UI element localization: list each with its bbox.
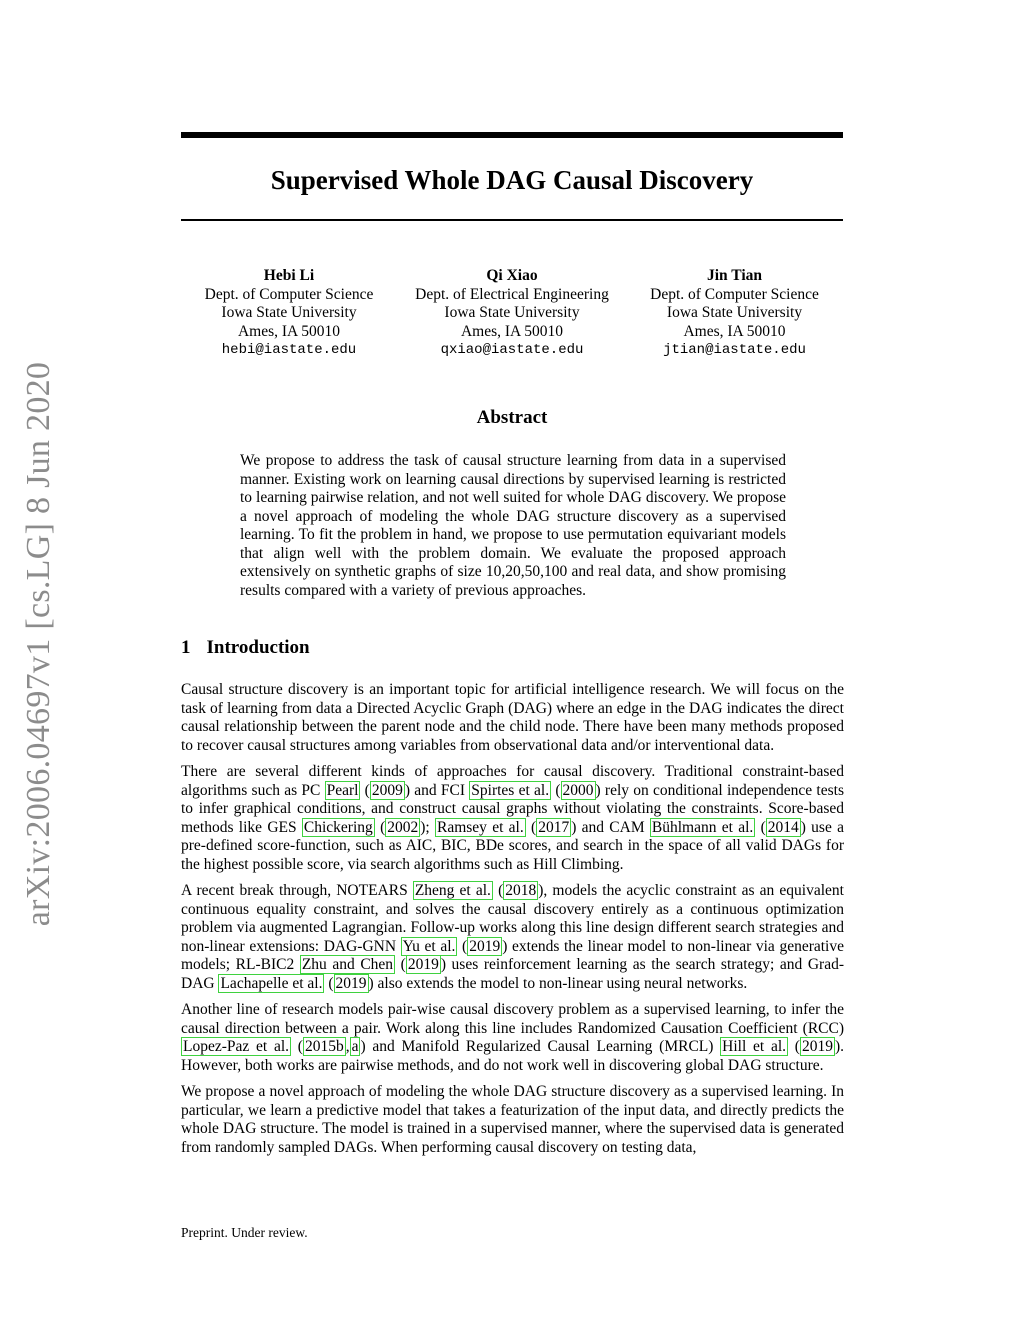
citation-link[interactable]: 2015b: [304, 1038, 344, 1055]
citation-link[interactable]: Spirtes et al.: [471, 781, 550, 799]
arxiv-identifier-stamp: arXiv:2006.04697v1 [cs.LG] 8 Jun 2020: [20, 361, 57, 927]
citation-link[interactable]: 2002: [387, 818, 419, 836]
citation-link[interactable]: 2019: [407, 956, 439, 973]
citation-link[interactable]: Yu et al.: [402, 937, 456, 955]
section-heading: [181, 636, 310, 660]
author-university: Iowa State University: [444, 304, 580, 321]
paragraph: There are several different kinds of approaches for causal discovery. Traditional constraint-based algorithms such as PC Pearl ( 2009 ) and FCI Spirtes et al. ( 2000 ) rely on conditional independence tests to infer graphical conditions, and construct causal graphs without violating the constraints. Score-based methods like GES Chickering ( 2002 ); Ramsey et al. ( 2017 ) and CAM Bühlmann et al. ( 2014 ) use a pre-defined score-function, such as AIC, BIC, BDe scores, and search in the space of all valid DAGs for the highest possible score, via search algorithms such as Hill Climbing.: [181, 763, 844, 873]
author-block: [633, 267, 836, 360]
abstract-heading: Abstract: [476, 407, 548, 428]
citation-link[interactable]: 2017: [538, 818, 570, 836]
paragraph: Causal structure discovery is an important topic for artificial intelligence research. We will focus on the task of learning from data a Directed Acyclic Graph (DAG) where an edge in the DAG indicates the direct causal relationship between the parent node and the child node. There have been many methods proposed to recover causal structures among variables from observational data and/or interventional data.: [181, 681, 844, 754]
paragraph: Another line of research models pair-wise causal discovery problem as a supervised learning, to infer the causal direction between a pair. Work along this line includes Randomized Causation Coefficient (RCC) Lopez-Paz et al. ( 2015b , a ) and Manifold Regularized Causal Learning (MRCL) Hill et al. ( 2019 ). However, both works are pairwise methods, and do not work well in discovering global DAG structure.: [181, 1001, 844, 1074]
citation-link[interactable]: 2018: [505, 882, 537, 899]
title-top-rule: [181, 132, 843, 138]
author-email: hebi@iastate.edu: [221, 342, 357, 358]
citation-link[interactable]: Hill et al.: [722, 1038, 787, 1055]
author-location: Ames, IA 50010: [237, 322, 341, 340]
paragraph: We propose a novel approach of modeling the whole DAG structure discovery as a supervised learning. In particular, we learn a predictive model that takes a featurization of the input data, and directly predicts the whole DAG structure. The model is trained in a supervised manner, where the supervised data is generated from randomly sampled DAGs. When performing causal discovery on testing data,: [181, 1083, 844, 1156]
citation-link[interactable]: Lachapelle et al.: [220, 974, 323, 992]
author-location: Ames, IA 50010: [460, 322, 564, 340]
citation-link[interactable]: Pearl: [326, 781, 359, 799]
author-university: Iowa State University: [221, 304, 357, 321]
citation-link[interactable]: Bühlmann et al.: [651, 818, 754, 836]
author-location: Ames, IA 50010: [683, 322, 786, 340]
citation-link[interactable]: Ramsey et al.: [436, 818, 524, 836]
author-dept: Dept. of Electrical Engineering: [415, 285, 609, 303]
citation-link[interactable]: 2014: [767, 818, 799, 836]
author-block: [401, 267, 623, 360]
citation-link[interactable]: Lopez-Paz et al.: [183, 1038, 290, 1055]
author-block: [189, 267, 389, 360]
introduction-body: [181, 681, 844, 1165]
author-university: Iowa State University: [666, 304, 803, 321]
title-bottom-rule: [181, 219, 843, 221]
author-name: Hebi Li: [263, 267, 315, 284]
citation-link[interactable]: Chickering: [303, 818, 373, 836]
citation-link[interactable]: 2009: [371, 781, 403, 799]
citation-link[interactable]: Zheng et al.: [414, 882, 491, 899]
section-title: Introduction: [206, 637, 310, 658]
abstract-body: We propose to address the task of causal structure learning from data in a supervised manner. Existing work on learning causal directions by supervised learning is restricted to learning pairwise relation, and not well suited for whole DAG discovery. We propose a novel approach of modeling the whole DAG structure discovery as a supervised learning. To fit the problem in hand, we propose to use permutation equivariant models that align well with the problem domain. We evaluate the proposed approach extensively on synthetic graphs of size 10,20,50,100 and real data, and show promising results compared with a variety of previous approaches.: [240, 452, 786, 599]
citation-link[interactable]: a: [351, 1038, 359, 1055]
author-name: Qi Xiao: [486, 267, 538, 284]
citation-link[interactable]: Zhu and Chen: [301, 956, 394, 973]
author-dept: Dept. of Computer Science: [204, 285, 374, 303]
author-name: Jin Tian: [706, 267, 762, 284]
author-email: jtian@iastate.edu: [663, 342, 806, 358]
footer-note: Preprint. Under review.: [181, 1225, 308, 1240]
citation-link[interactable]: 2000: [562, 781, 594, 799]
citation-link[interactable]: 2019: [801, 1038, 833, 1055]
author-dept: Dept. of Computer Science: [650, 285, 819, 303]
author-email: qxiao@iastate.edu: [440, 342, 584, 358]
paper-title: Supervised Whole DAG Causal Discovery: [270, 165, 754, 195]
citation-link[interactable]: 2019: [335, 974, 367, 992]
citation-link[interactable]: 2019: [469, 937, 501, 955]
section-number: 1: [181, 637, 191, 658]
paragraph: A recent break through, NOTEARS Zheng et al. ( 2018 ), models the acyclic constraint as an equivalent continuous equality constraint, and solves the causal discovery entirely as a continuous optimization problem via augmented Lagrangian. Follow-up works along this line design different search strategies and non-linear extensions: DAG-GNN Yu et al. ( 2019 ) extends the linear model to non-linear via generative models; RL-BIC2 Zhu and Chen ( 2019 ) uses reinforcement learning as the search strategy; and Grad-DAG Lachapelle et al. ( 2019 ) also extends the model to non-linear using neural networks.: [181, 882, 844, 992]
